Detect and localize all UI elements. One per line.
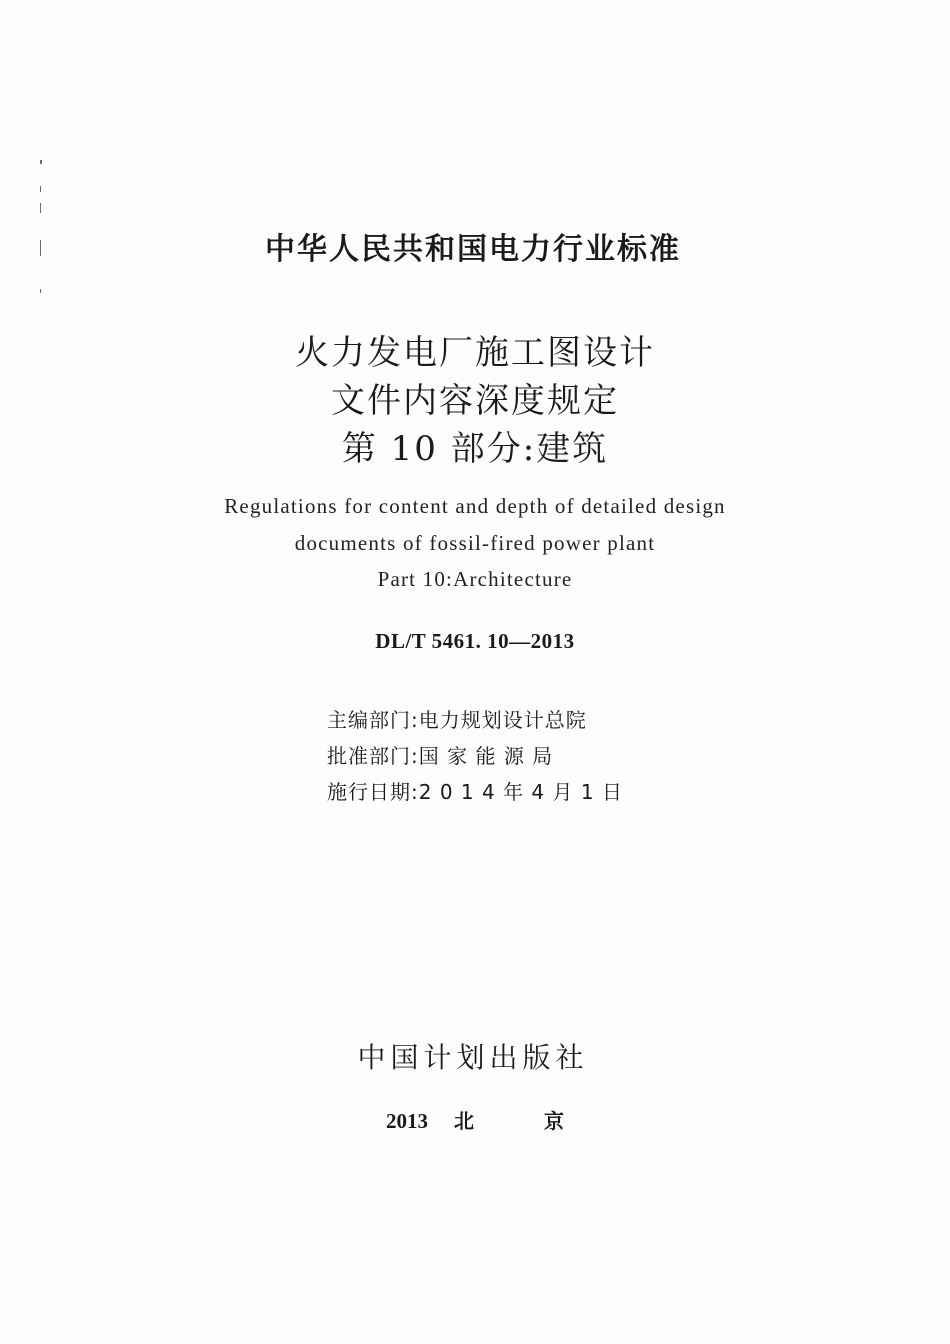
approver-row (327, 738, 647, 774)
title-en-line-2: documents of fossil-fired power plant (294, 531, 656, 555)
editor-row (327, 702, 647, 738)
scan-margin-mark (40, 186, 41, 192)
editor-value: 电力规划设计总院 (418, 708, 587, 732)
approver-value: 国 家 能 源 局 (418, 744, 554, 768)
scan-margin-mark (40, 203, 41, 213)
editor-label: 主编部门: (327, 708, 419, 732)
title-en-line-3: Part 10:Architecture (377, 567, 573, 591)
approval-info (327, 702, 647, 810)
approver-label: 批准部门: (327, 744, 419, 768)
title-cn-line-2: 文件内容深度规定 (331, 381, 619, 421)
publication-year: 2013 (386, 1109, 428, 1133)
publication-info (0, 1105, 950, 1134)
publisher: 中国计划出版社 (357, 1041, 589, 1074)
scan-margin-mark (40, 160, 42, 164)
effective-date-value: 2 0 1 4 年 4 月 1 日 (418, 780, 623, 804)
effective-date-label: 施行日期: (327, 780, 419, 804)
effective-date-row (327, 774, 647, 810)
title-cn-line-3: 第 10 部分:建筑 (341, 429, 609, 469)
standard-code: DL/T 5461. 10—2013 (375, 629, 575, 653)
publication-city: 北京 (454, 1109, 564, 1133)
title-cn-line-1: 火力发电厂施工图设计 (295, 333, 655, 373)
standard-category: 中华人民共和国电力行业标准 (265, 232, 681, 267)
title-en-line-1: Regulations for content and depth of detailed design (224, 494, 726, 518)
scan-margin-mark (40, 289, 41, 293)
